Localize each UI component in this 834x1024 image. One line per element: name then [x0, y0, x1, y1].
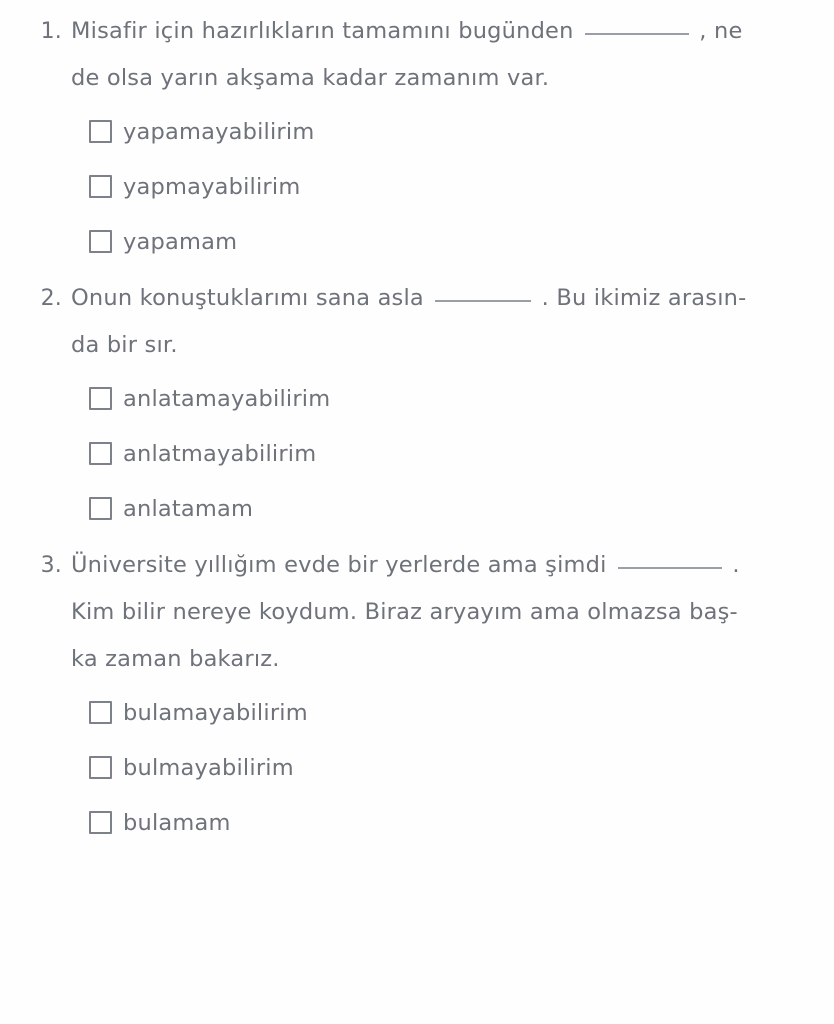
question-2	[26, 275, 800, 536]
option-item[interactable]	[26, 426, 800, 481]
question-3-options	[26, 685, 800, 850]
question-1-text-after: , ne	[699, 18, 743, 44]
question-3-text	[71, 542, 800, 589]
option-label: anlatamayabilirim	[123, 385, 331, 412]
option-label: anlatamam	[123, 495, 254, 522]
question-3	[26, 542, 800, 850]
checkbox-icon[interactable]	[89, 701, 112, 724]
question-1-text	[71, 8, 800, 55]
option-item[interactable]	[26, 795, 800, 850]
checkbox-icon[interactable]	[89, 387, 112, 410]
question-1-prompt	[26, 8, 800, 55]
option-item[interactable]	[26, 481, 800, 536]
option-label: anlatmayabilirim	[123, 440, 317, 467]
question-2-options	[26, 371, 800, 536]
question-2-text-after: . Bu ikimiz arasın-	[541, 285, 747, 311]
question-2-text-before: Onun konuştuklarımı sana asla	[71, 285, 424, 311]
question-3-blank[interactable]	[618, 549, 722, 569]
question-2-continuation-line	[26, 322, 800, 369]
indent-spacer	[26, 322, 71, 369]
option-label: bulmayabilirim	[123, 754, 294, 781]
option-label: bulamam	[123, 809, 231, 836]
option-item[interactable]	[26, 104, 800, 159]
checkbox-icon[interactable]	[89, 497, 112, 520]
question-3-text-before: Üniversite yıllığım evde bir yerlerde ama şimdi	[71, 552, 607, 578]
option-label: yapamam	[123, 228, 238, 255]
question-1	[26, 8, 800, 269]
checkbox-icon[interactable]	[89, 175, 112, 198]
question-2-number: 2.	[40, 286, 62, 311]
option-item[interactable]	[26, 685, 800, 740]
question-1-continuation-line	[26, 55, 800, 102]
question-2-text	[71, 275, 800, 322]
option-item[interactable]	[26, 214, 800, 269]
option-label: yapamayabilirim	[123, 118, 315, 145]
question-3-prompt	[26, 542, 800, 589]
question-3-continuation-line	[26, 589, 800, 636]
question-2-continuation: da bir sır.	[71, 332, 178, 358]
option-item[interactable]	[26, 740, 800, 795]
question-3-continuation: Kim bilir nereye koydum. Biraz aryayım ama olmazsa baş-	[71, 599, 738, 625]
question-1-text-before: Misafir için hazırlıkların tamamını bugünden	[71, 18, 574, 44]
question-1-blank[interactable]	[585, 15, 689, 35]
question-3-text-after: .	[732, 552, 740, 578]
option-item[interactable]	[26, 371, 800, 426]
option-label: yapmayabilirim	[123, 173, 301, 200]
checkbox-icon[interactable]	[89, 756, 112, 779]
question-3-number: 3.	[40, 553, 62, 578]
option-label: bulamayabilirim	[123, 699, 308, 726]
checkbox-icon[interactable]	[89, 442, 112, 465]
checkbox-icon[interactable]	[89, 811, 112, 834]
question-3-continuation-line-2	[26, 636, 800, 683]
question-2-prompt	[26, 275, 800, 322]
indent-spacer	[26, 55, 71, 102]
question-1-number: 1.	[40, 19, 62, 44]
indent-spacer	[26, 636, 71, 683]
checkbox-icon[interactable]	[89, 230, 112, 253]
question-1-options	[26, 104, 800, 269]
question-3-continuation-2: ka zaman bakarız.	[71, 646, 280, 672]
indent-spacer	[26, 589, 71, 636]
option-item[interactable]	[26, 159, 800, 214]
question-2-blank[interactable]	[435, 282, 531, 302]
question-1-continuation: de olsa yarın akşama kadar zamanım var.	[71, 65, 550, 91]
checkbox-icon[interactable]	[89, 120, 112, 143]
